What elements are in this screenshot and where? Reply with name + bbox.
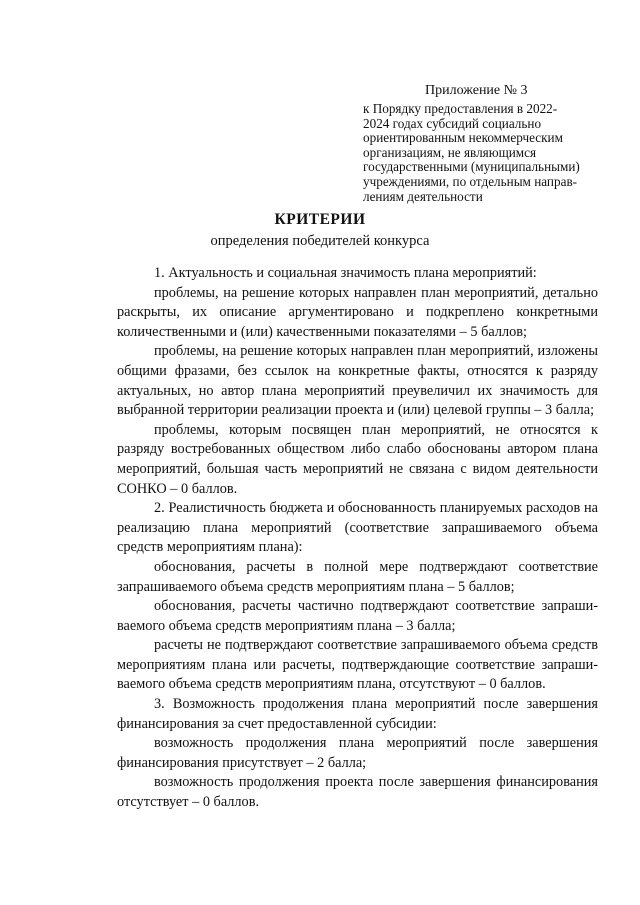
criterion-item: проблемы, на решение которых направлен план мероприятий, изложены общими фразами, без ссылок на конкретные факты, относятся к разряду актуальных, но автор плана мероприятий преувеличил их значимость для выбранной территории реализации проекта и (или) целевой группы – 3 балла; — [117, 343, 598, 419]
appendix-reference — [363, 102, 613, 204]
criterion-item: расчеты не подтверждают соответствие запрашиваемого объема средств мероприятиям плана или расчеты, подтверждающие соответствие запраши-ваемого объема средств мероприятиям плана, отсутствуют – 0 баллов. — [117, 637, 598, 693]
appendix-line: лениям деятельности — [363, 188, 483, 204]
appendix-line: 2024 годах субсидий социально — [363, 115, 542, 131]
appendix-line: к Порядку предоставления в 2022- — [363, 101, 558, 116]
appendix-line: государственными (муниципальными) — [363, 159, 580, 175]
criterion-item: возможность продолжения проекта после завершения финансирования отсутствует – 0 баллов. — [117, 774, 598, 811]
criterion-item: возможность продолжения плана мероприятий после завершения финансирования присутствует – 2 балла; — [117, 735, 598, 771]
appendix-line: ориентированным некоммерческим — [363, 130, 563, 146]
section-heading: 3. Возможность продолжения плана мероприятий после завершения финансирования за счет предоставленной субсидии: — [117, 696, 598, 732]
document-title: КРИТЕРИИ — [274, 211, 366, 228]
criterion-item: обоснования, расчеты частично подтверждают соответствие запраши-ваемого объема средств мероприятиям плана – 3 балла; — [117, 598, 598, 634]
criterion-item: проблемы, на решение которых направлен план мероприятий, детально раскрыты, их описание аргументировано и подкреплено конкретными количественными и (или) качественными показателями – 5 баллов; — [117, 284, 598, 340]
criteria-body — [117, 264, 598, 813]
criterion-item: проблемы, которым посвящен план мероприятий, не относятся к разряду востребованных обществом либо слабо обоснованы автором плана мероприятий, большая часть мероприятий не связана с видом деятельности СОНКО – 0 баллов. — [117, 421, 598, 497]
document-subtitle: определения победителей конкурса — [210, 233, 430, 249]
appendix-line: учреждениями, по отдельным направ- — [363, 173, 578, 189]
appendix-number: Приложение № 3 — [425, 83, 528, 98]
section-heading: 1. Актуальность и социальная значимость плана мероприятий: — [154, 265, 537, 281]
section-heading: 2. Реалистичность бюджета и обоснованность планируемых расходов на реализацию плана мероприятий (соответствие запрашиваемого объема средств мероприятиям плана): — [117, 500, 598, 556]
appendix-line: организациям, не являющимся — [363, 144, 537, 160]
criterion-item: обоснования, расчеты в полной мере подтверждают соответствие запрашиваемого объема средств мероприятиям плана – 5 баллов; — [117, 558, 598, 595]
